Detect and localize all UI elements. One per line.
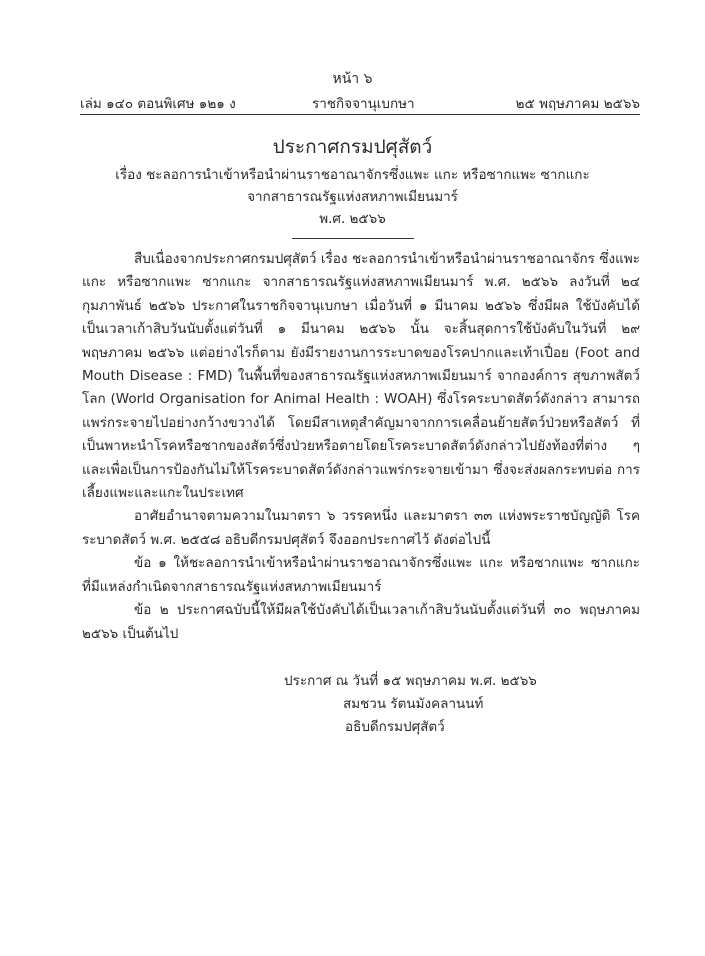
gazette-name: ราชกิจจานุเบกษา <box>312 96 415 112</box>
announcement-body <box>82 248 640 646</box>
header-divider <box>80 114 640 115</box>
subject-line-2: จากสาธารณรัฐแห่งสหภาพเมียนมาร์ <box>247 189 458 205</box>
signatory-name: สมชวน รัตนมังคลานนท์ <box>343 696 484 712</box>
publication-date: ๒๕ พฤษภาคม ๒๕๖๖ <box>515 96 640 112</box>
clause-1: ข้อ ๑ ให้ชะลอการนำเข้าหรือนำผ่านราชอาณาจักรซึ่งแพะ แกะ หรือซากแพะ ซากแกะ ที่มีแหล่งกำเนิดจากสาธารณรัฐแห่งสหภาพเมียนมาร์ <box>82 555 640 595</box>
paragraph-authority: อาศัยอำนาจตามความในมาตรา ๖ วรรคหนึ่ง และมาตรา ๓๓ แห่งพระราชบัญญัติ โรคระบาดสัตว์ พ.ศ. ๒๕๕๘ อธิบดีกรมปศุสัตว์ จึงออกประกาศไว้ ดังต่อไปนี้ <box>82 508 640 548</box>
clause-2: ข้อ ๒ ประกาศฉบับนี้ให้มีผลใช้บังคับได้เป็นเวลาเก้าสิบวันนับตั้งแต่วันที่ ๓๐ พฤษภาคม ๒๕๖๖ เป็นต้นไป <box>82 602 640 642</box>
announcement-year: พ.ศ. ๒๕๖๖ <box>319 211 386 227</box>
announcement-subject <box>0 164 705 230</box>
title-divider <box>292 238 414 239</box>
volume-issue: เล่ม ๑๔๐ ตอนพิเศษ ๑๒๑ ง <box>80 96 236 112</box>
gazette-header <box>80 92 640 114</box>
signatory-position: อธิบดีกรมปศุสัตว์ <box>345 719 445 735</box>
announcement-title: ประกาศกรมปศุสัตว์ <box>272 136 433 158</box>
subject-line-1: เรื่อง ชะลอการนำเข้าหรือนำผ่านราชอาณาจักรซึ่งแพะ แกะ หรือซากแพะ ซากแกะ <box>115 167 590 183</box>
paragraph-background: สืบเนื่องจากประกาศกรมปศุสัตว์ เรื่อง ชะลอการนำเข้าหรือนำผ่านราชอาณาจักร ซึ่งแพะ แกะ หรือซากแพะ ซากแกะ จากสาธารณรัฐแห่งสหภาพเมียนมาร์ พ.ศ. ๒๕๖๖ ลงวันที่ ๒๔ กุมภาพันธ์ ๒๕๖๖ ประกาศในราชกิจจานุเบกษา เมื่อวันที่ ๑ มีนาคม ๒๕๖๖ ซึ่งมีผล ใช้บังคับได้เป็นเวลาเก้าสิบวันนับตั้งแต่วันที่ ๑ มีนาคม ๒๕๖๖ นั้น จะสิ้นสุดการใช้บังคับในวันที่ ๒๙ พฤษภาคม ๒๕๖๖ แต่อย่างไรก็ตาม ยังมีรายงานการระบาดของโรคปากและเท้าเปื่อย (Foot and Mouth Disease : FMD) ในพื้นที่ของสาธารณรัฐแห่งสหภาพเมียนมาร์ จากองค์การ สุขภาพสัตว์โลก (World Organisation for Animal Health : WOAH) ซึ่งโรคระบาดสัตว์ดังกล่าว สามารถแพร่กระจายไปอย่างกว้างขวางได้ โดยมีสาเหตุสำคัญมาจากการเคลื่อนย้ายสัตว์ป่วยหรือสัตว์ ที่เป็นพาหะนำโรคหรือซากของสัตว์ซึ่งป่วยหรือตายโดยโรคระบาดสัตว์ดังกล่าวไปยังท้องที่ต่าง ๆ และเพื่อเป็นการป้องกันไม่ให้โรคระบาดสัตว์ดังกล่าวแพร่กระจายเข้ามา ซึ่งจะส่งผลกระทบต่อ การเลี้ยงแพะและแกะในประเทศ <box>82 251 640 502</box>
page-number: หน้า ๖ <box>332 71 373 87</box>
signature-date: ประกาศ ณ วันที่ ๑๕ พฤษภาคม พ.ศ. ๒๕๖๖ <box>284 673 537 689</box>
